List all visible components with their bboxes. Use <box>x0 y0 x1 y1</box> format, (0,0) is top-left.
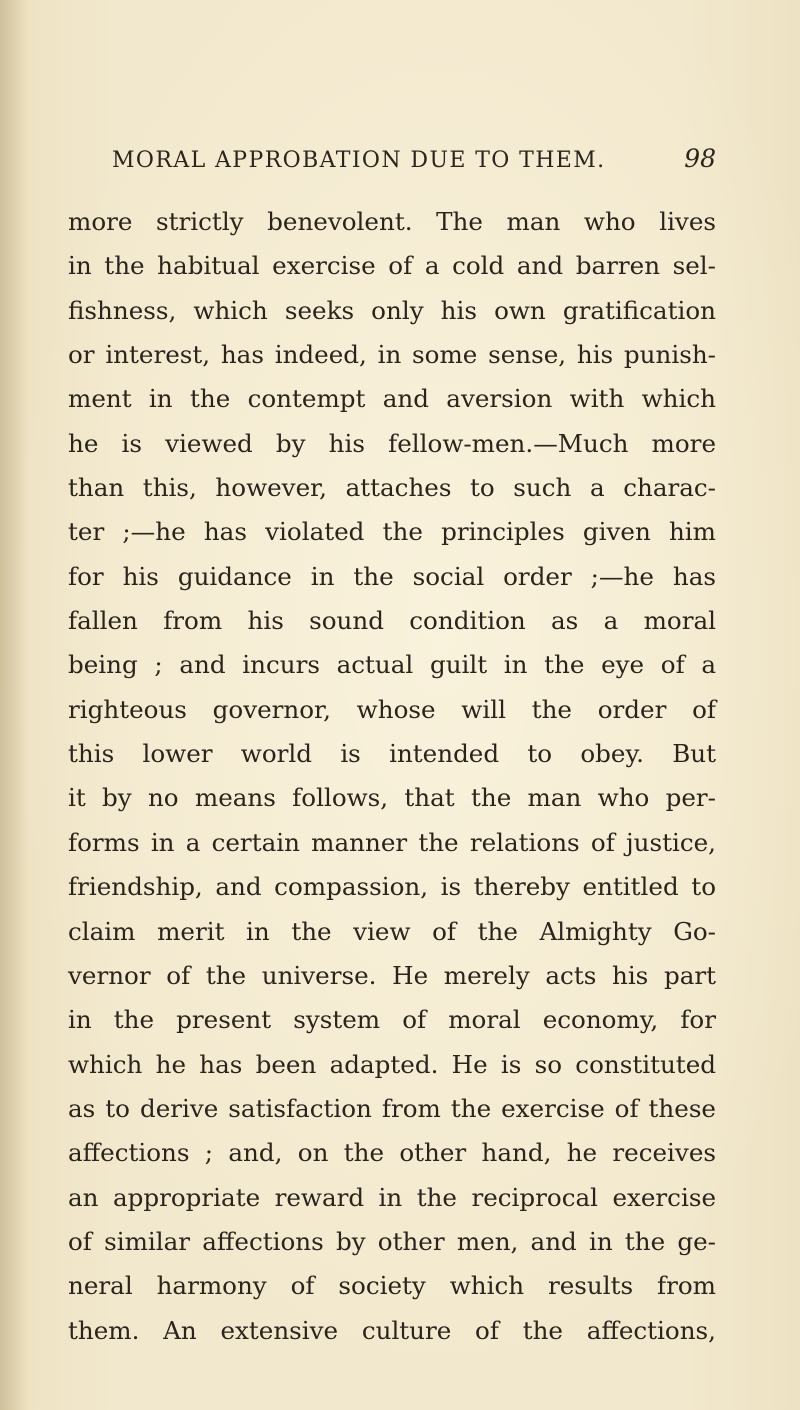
text-line: in the habitual exercise of a cold and barren sel- <box>68 251 716 281</box>
text-line: which he has been adapted. He is so constituted <box>68 1049 716 1079</box>
text-line: or interest, has indeed, in some sense, his punish- <box>68 340 716 370</box>
page-number: 98 <box>684 144 716 173</box>
text-line: righteous governor, whose will the order of <box>68 694 716 724</box>
text-line: in the present system of moral economy, for <box>68 1005 716 1035</box>
body-text <box>68 200 716 1353</box>
text-line: ter ;—he has violated the principles given him <box>68 517 716 547</box>
text-line: ment in the contempt and aversion with which <box>68 384 716 414</box>
text-line: forms in a certain manner the relations of justice, <box>68 827 716 857</box>
page-gutter-shadow <box>0 0 28 1410</box>
text-line: friendship, and compassion, is thereby entitled to <box>68 872 716 902</box>
text-line: he is viewed by his fellow-men.—Much more <box>68 428 716 458</box>
text-line: fallen from his sound condition as a moral <box>68 606 716 636</box>
text-line: them. An extensive culture of the affections, <box>68 1315 716 1345</box>
text-line: neral harmony of society which results from <box>68 1271 716 1301</box>
page-header <box>112 146 716 176</box>
text-line: claim merit in the view of the Almighty Go- <box>68 916 716 946</box>
text-line: fishness, which seeks only his own gratification <box>68 295 716 325</box>
text-line: affections ; and, on the other hand, he receives <box>68 1138 716 1168</box>
text-line: being ; and incurs actual guilt in the eye of a <box>68 650 716 680</box>
text-line: it by no means follows, that the man who per- <box>68 783 716 813</box>
running-head: MORAL APPROBATION DUE TO THEM. <box>112 148 606 173</box>
text-line: vernor of the universe. He merely acts his part <box>68 960 716 990</box>
text-line: this lower world is intended to obey. But <box>68 739 716 769</box>
text-line: as to derive satisfaction from the exercise of these <box>68 1093 716 1123</box>
text-line: an appropriate reward in the reciprocal exercise <box>68 1182 716 1212</box>
text-line: for his guidance in the social order ;—he has <box>68 561 716 591</box>
text-line: more strictly benevolent. The man who lives <box>68 207 716 236</box>
text-line: than this, however, attaches to such a charac- <box>68 473 716 503</box>
text-line: of similar affections by other men, and in the ge- <box>68 1226 716 1256</box>
